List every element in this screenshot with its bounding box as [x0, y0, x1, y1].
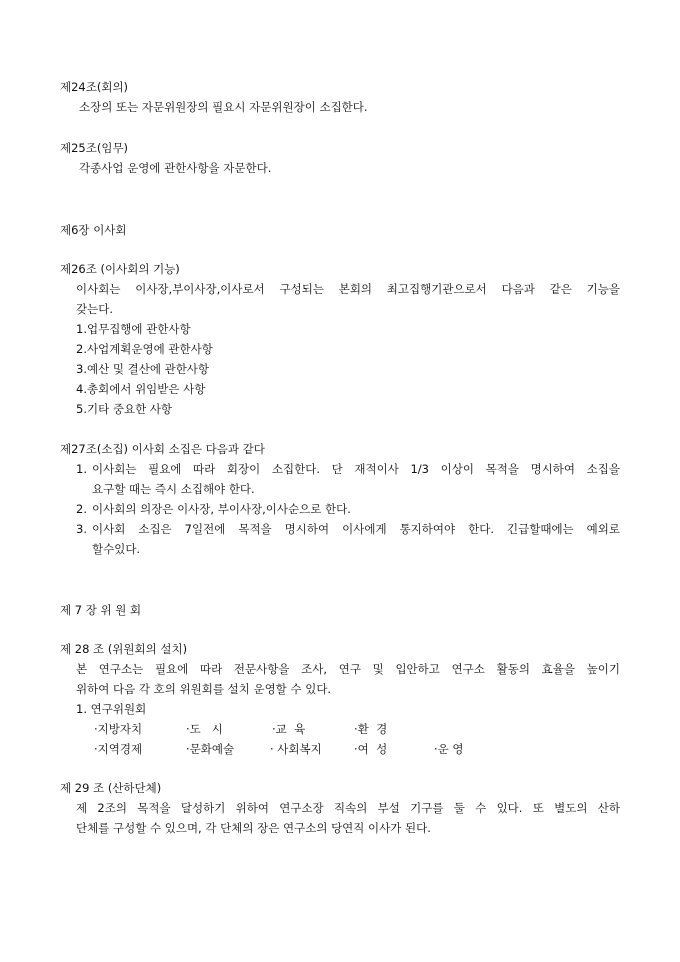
committee-culture-arts: ·문화예술 [186, 742, 235, 756]
committee-urban: ·도 시 [186, 722, 223, 736]
article-28-intro-line2: 위하여 다음 각 호의 위원회를 설치 운영할 수 있다. [76, 682, 332, 696]
committee-regional-economy: ·지역경제 [94, 742, 143, 756]
committee-environment: ·환 경 [354, 722, 388, 736]
article-27-item-3-line1: 이사회 소집은 7일전에 목적을 명시하여 이사에게 통지하여야 한다. 긴급할때에는 예외로 [92, 522, 620, 536]
article-26-title: 제26조 (이사회의 기능) [60, 262, 180, 276]
article-27-item-1-line1: 이사회는 필요에 따라 회장이 소집한다. 단 재적이사 1/3 이상이 목적을 명시하여 소집을 [92, 462, 620, 476]
article-27-item-2-line1: 이사회의 의장은 이사장, 부이사장,이사순으로 한다. [92, 502, 351, 516]
article-26-item-3: 3.예산 및 결산에 관한사항 [76, 362, 210, 376]
article-27-item-1-line2: 요구할 때는 즉시 소집해야 한다. [92, 482, 255, 496]
article-26-item-1: 1.업무집행에 관한사항 [76, 322, 191, 336]
article-27-title: 제27조(소집) 이사회 소집은 다음과 같다 [60, 442, 265, 456]
article-25-title: 제25조(임무) [60, 141, 129, 155]
article-25-body: 각종사업 운영에 관한사항을 자문한다. [79, 161, 272, 175]
article-26-item-2: 2.사업계획운영에 관한사항 [76, 342, 213, 356]
article-28-intro-line1: 본 연구소는 필요에 따라 전문사항을 조사, 연구 및 입안하고 연구소 활동의 효율을 높이기 [76, 662, 620, 676]
committee-social-welfare: · 사회복지 [270, 742, 322, 756]
article-24-body: 소장의 또는 자문위원장의 필요시 자문위원장이 소집한다. [79, 100, 368, 114]
committee-local-autonomy: ·지방자치 [94, 722, 143, 736]
article-24-title: 제24조(회의) [60, 80, 129, 94]
article-27-item-2-number: 2. [76, 502, 87, 516]
article-27-item-3-number: 3. [76, 522, 87, 536]
article-29-title: 제 29 조 (산하단체) [60, 781, 162, 795]
chapter-6-title: 제6장 이사회 [60, 223, 127, 237]
article-28-item-1: 1. 연구위원회 [76, 702, 147, 716]
article-27-item-1-number: 1. [76, 462, 87, 476]
committee-women: ·여 성 [354, 742, 388, 756]
article-26-intro-line2: 갖는다. [76, 302, 113, 316]
chapter-7-title: 제 7 장 위 원 회 [60, 603, 142, 617]
committee-education: ·교 육 [272, 722, 306, 736]
committee-operations: ·운 영 [434, 742, 464, 756]
article-26-item-4: 4.총회에서 위임받은 사항 [76, 382, 206, 396]
article-28-title: 제 28 조 (위원회의 설치) [60, 642, 188, 656]
article-29-body-line1: 제 2조의 목적을 달성하기 위하여 연구소장 직속의 부설 기구를 둘 수 있다. 또 별도의 산하 [76, 801, 620, 815]
article-27-item-3-line2: 할수있다. [92, 542, 141, 556]
article-29-body-line2: 단체를 구성할 수 있으며, 각 단체의 장은 연구소의 당연직 이사가 된다. [76, 821, 431, 835]
article-26-intro-line1: 이사회는 이사장,부이사장,이사로서 구성되는 본회의 최고집행기관으로서 다음과 같은 기능을 [76, 282, 620, 296]
article-26-item-5: 5.기타 중요한 사항 [76, 402, 173, 416]
